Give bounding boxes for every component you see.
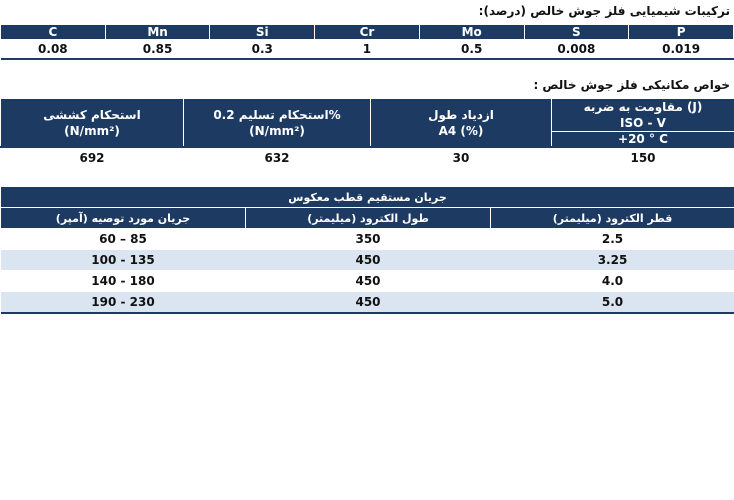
current-table-title: جریان مستقیم قطب معکوس [1,187,734,208]
col-diameter-header: قطر الکترود (میلیمتر) [491,208,734,229]
elongation-unit: A4 (%) [438,123,484,138]
welding-current-table [0,186,734,314]
value-mo: 0.5 [461,42,483,56]
elongation-header [371,99,552,148]
header-mo: Mo [419,25,524,40]
length-cell: 350 [246,229,491,250]
current-cell: 100 - 135 [1,250,246,271]
value-s: 0.008 [557,42,596,56]
tensile-value: 692 [1,147,184,168]
length-cell: 450 [246,271,491,292]
table-row [1,271,734,292]
table-row [1,229,734,250]
value-si: 0.3 [251,42,273,56]
impact-temperature: +20 ° C [552,132,734,148]
tensile-header [1,99,184,148]
tensile-unit: (N/mm²) [64,123,120,138]
length-cell: 450 [246,292,491,314]
table-row [1,250,734,271]
header-s: S [524,25,629,40]
value-cr: 1 [362,42,372,56]
current-cell: 190 - 230 [1,292,246,314]
header-cr: Cr [315,25,420,40]
yield-header [184,99,371,148]
mechanical-properties-table [0,98,734,168]
elongation-label: ازدیاد طول [428,107,494,122]
yield-label: استحکام تسلیم 0.2% [213,107,341,122]
header-mn: Mn [105,25,210,40]
diameter-cell: 4.0 [491,271,734,292]
current-cell: 60 – 85 [1,229,246,250]
impact-header [552,99,734,132]
col-current-header: جریان مورد توصیه (آمپر) [1,208,246,229]
impact-label: مقاومت به ضربه (J) [583,100,703,114]
impact-value: 150 [552,147,734,168]
header-si: Si [210,25,315,40]
divider [1,58,734,60]
header-c: C [1,25,106,40]
mechanical-properties-title: خواص مکانیکی فلز جوش خالص : [533,78,730,92]
yield-value: 632 [184,147,371,168]
diameter-cell: 2.5 [491,229,734,250]
col-length-header: طول الکترود (میلیمتر) [246,208,491,229]
value-c: 0.08 [38,42,68,56]
tensile-label: استحکام کششی [43,107,141,122]
diameter-cell: 5.0 [491,292,734,314]
current-cell: 140 - 180 [1,271,246,292]
value-p: 0.019 [662,42,701,56]
value-mn: 0.85 [142,42,173,56]
elongation-value: 30 [371,147,552,168]
header-p: P [629,25,734,40]
chemical-composition-table [0,24,734,60]
yield-unit: (N/mm²) [249,123,305,138]
chemical-composition-title: ترکیبات شیمیایی فلز جوش خالص (درصد): [478,4,730,18]
impact-unit: ISO - V [620,116,666,130]
diameter-cell: 3.25 [491,250,734,271]
length-cell: 450 [246,250,491,271]
table-row [1,292,734,314]
